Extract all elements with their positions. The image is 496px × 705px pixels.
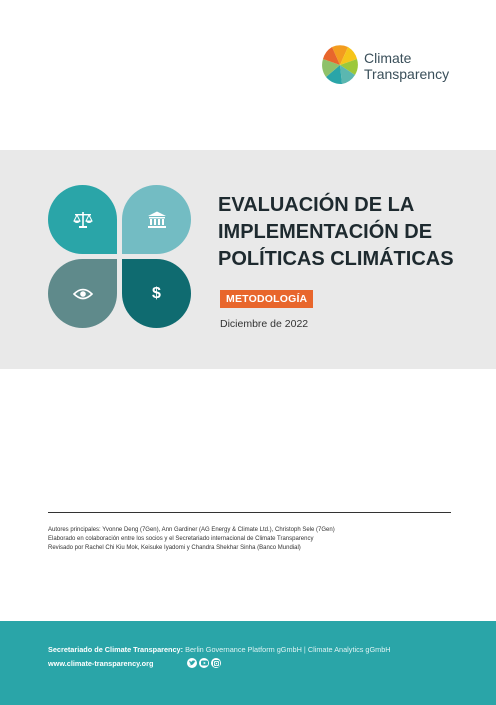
dollar-petal [122, 259, 191, 328]
institution-petal [122, 185, 191, 254]
scales-icon [73, 211, 93, 229]
authors-line-3: Revisado por Rachel Chi Kiu Mok, Keisuke Iyadomi y Chandra Shekhar Sinha (Banco Mundial) [48, 545, 301, 551]
social-links [187, 658, 221, 668]
title-line-1: EVALUACIÓN DE LA [218, 194, 415, 216]
title-line-3: POLÍTICAS CLIMÁTICAS [218, 248, 454, 270]
logo-mark-icon [322, 45, 358, 85]
secretariat-label: Secretariado de Climate Transparency: [48, 645, 184, 654]
instagram-icon[interactable] [211, 658, 221, 668]
climate-transparency-logo [322, 45, 472, 87]
institution-icon [147, 211, 167, 229]
eye-icon [73, 288, 93, 300]
website-link[interactable]: www.climate-transparency.org [48, 659, 154, 668]
authors-block [48, 526, 335, 553]
authors-line-1: Autores principales: Yvonne Deng (7Gen), Ann Gardiner (AG Energy & Climate Ltd.), Christoph Sele (7Gen) [48, 527, 335, 533]
footer [0, 621, 496, 705]
logo-wordmark [364, 50, 449, 82]
authors-line-2: Elaborado en colaboración entre los socios y el Secretariado internacional de Climate Transparency [48, 536, 314, 542]
twitter-icon[interactable] [187, 658, 197, 668]
authors-divider [48, 512, 451, 513]
eye-petal [48, 259, 117, 328]
publication-date: Diciembre de 2022 [220, 318, 309, 330]
petal-emblem [48, 185, 191, 328]
title-line-2: IMPLEMENTACIÓN DE [218, 221, 433, 243]
dollar-icon: $ [152, 284, 161, 302]
scales-petal [48, 185, 117, 254]
youtube-icon[interactable] [199, 658, 209, 668]
logo-line-1: Climate [364, 50, 412, 66]
methodology-badge: METODOLOGÍA [220, 290, 313, 308]
logo-line-2: Transparency [364, 66, 450, 82]
secretariat-line [48, 645, 391, 654]
page-title [218, 192, 488, 273]
secretariat-text: Berlin Governance Platform gGmbH | Climate Analytics gGmbH [183, 645, 391, 654]
